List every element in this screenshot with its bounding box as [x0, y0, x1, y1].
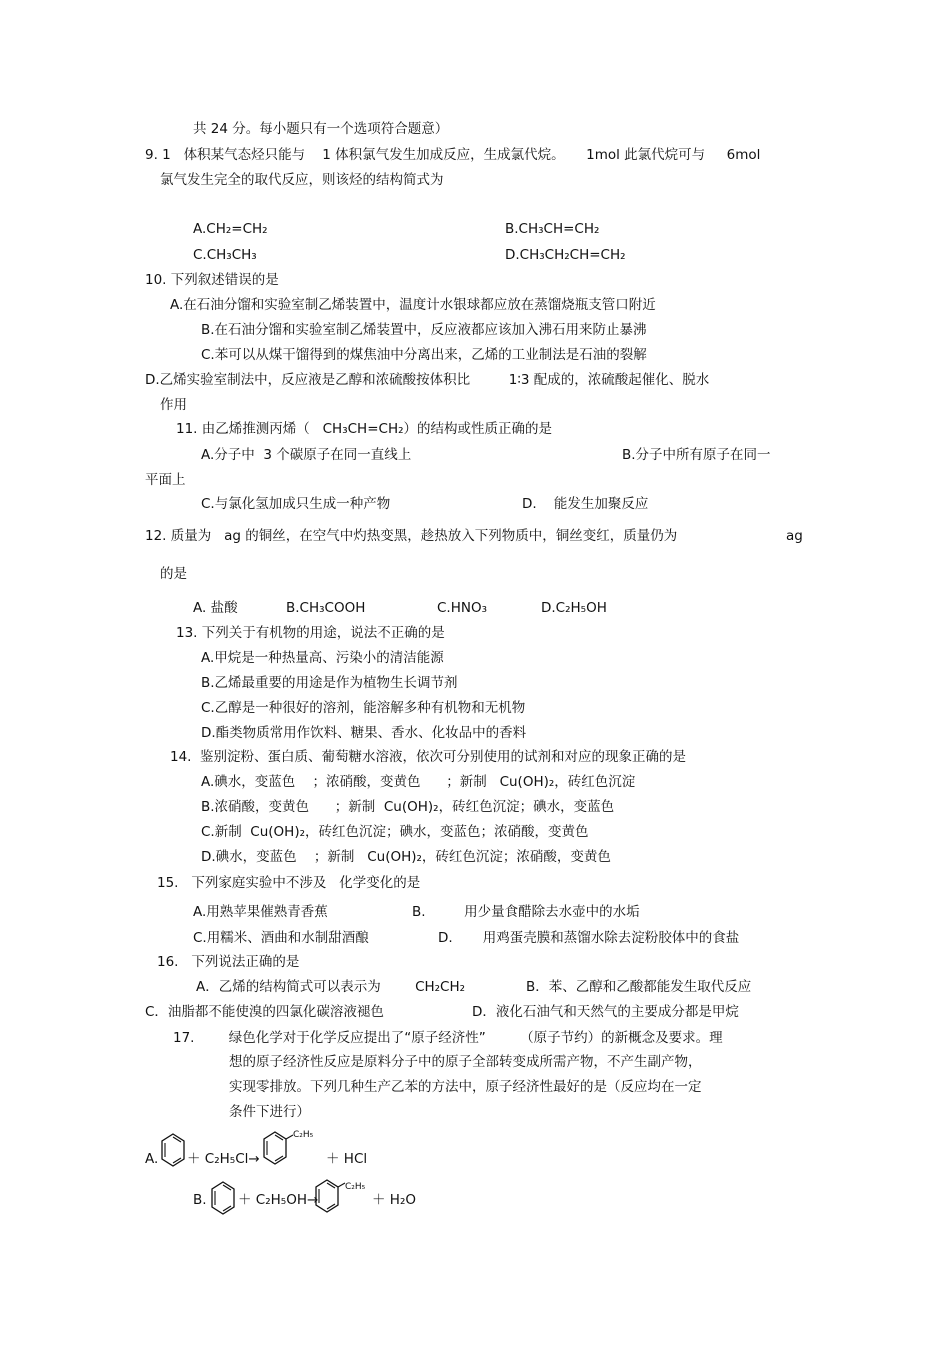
q10-stem: 10. 下列叙述错误的是	[145, 272, 279, 288]
q10-option-a: A.在石油分馏和实验室制乙烯装置中，温度计水银球都应放在蒸馏烧瓶支管口附近	[170, 297, 656, 313]
q15-stem: 15. 下列家庭实验中不涉及 化学变化的是	[157, 875, 421, 891]
q11-option-a: A.分子中 3 个碳原子在同一直线上	[201, 447, 412, 463]
q16-option-d: D．液化石油气和天然气的主要成分都是甲烷	[472, 1004, 739, 1020]
q11-option-c: C.与氯化氢加成只生成一种产物	[201, 496, 391, 512]
q9-option-d: D.CH₃CH₂CH=CH₂	[505, 247, 626, 263]
q17-stem-line2: 想的原子经济性反应是原料分子中的原子全部转变成所需产物，不产生副产物，	[229, 1054, 702, 1070]
q17-stem-line3: 实现零排放。下列几种生产乙苯的方法中，原子经济性最好的是（反应均在一定	[229, 1079, 702, 1095]
benzene-ring-icon	[160, 1132, 186, 1168]
q14-option-a: A.碘水，变蓝色 ；浓硝酸，变黄色 ；新制 Cu(OH)₂，砖红色沉淀	[201, 774, 636, 790]
q15-option-a: A.用熟苹果催熟青香蕉	[193, 904, 328, 920]
q11-option-d: D. 能发生加聚反应	[522, 496, 649, 512]
q17-stem: 17. 绿色化学对于化学反应提出了“原子经济性” （原子节约）的新概念及要求。理	[173, 1030, 723, 1046]
section-intro: 共 24 分。每小题只有一个选项符合题意）	[193, 121, 449, 137]
q15-option-d: D. 用鸡蛋壳膜和蒸馏水除去淀粉胶体中的食盐	[438, 930, 740, 946]
q9-stem-cont: 氯气发生完全的取代反应，则该烃的结构简式为	[160, 172, 444, 188]
q17-stem-line4: 条件下进行）	[229, 1104, 310, 1120]
q9-stem: 9. 1 体积某气态烃只能与 1 体积氯气发生加成反应，生成氯代烷。 1mol 此氯代烷可与 6mol	[145, 147, 761, 163]
q9-option-c: C.CH₃CH₃	[193, 247, 257, 263]
q10-option-d-cont: 作用	[160, 397, 187, 413]
q10-option-c: C.苯可以从煤干馏得到的煤焦油中分离出来，乙烯的工业制法是石油的裂解	[201, 347, 647, 363]
q11-stem: 11. 由乙烯推测丙烯（ CH₃CH=CH₂）的结构或性质正确的是	[176, 421, 553, 437]
q9-option-b: B.CH₃CH=CH₂	[505, 221, 600, 237]
q14-stem: 14. 鉴别淀粉、蛋白质、葡萄糖水溶液，依次可分别使用的试剂和对应的现象正确的是	[170, 749, 687, 765]
q16-option-c: C．油脂都不能使溴的四氯化碳溶液褪色	[145, 1004, 384, 1020]
q16-option-b: B．苯、乙醇和乙酸都能发生取代反应	[526, 979, 752, 995]
q11-option-b-cont: 平面上	[145, 472, 186, 488]
q13-option-d: D.酯类物质常用作饮料、糖果、香水、化妆品中的香料	[201, 725, 527, 741]
q12-option-c: C.HNO₃	[437, 600, 488, 616]
q13-option-c: C.乙醇是一种很好的溶剂，能溶解多种有机物和无机物	[201, 700, 526, 716]
q15-option-b: B. 用少量食醋除去水壶中的水垢	[412, 904, 640, 920]
q14-option-c: C.新制 Cu(OH)₂，砖红色沉淀；碘水，变蓝色；浓硝酸，变黄色	[201, 824, 589, 840]
q14-option-b: B.浓硝酸，变黄色 ；新制 Cu(OH)₂，砖红色沉淀；碘水，变蓝色	[201, 799, 615, 815]
q17-option-b-product: ＋ H₂O	[372, 1192, 416, 1208]
q13-option-a: A.甲烷是一种热量高、污染小的清洁能源	[201, 650, 444, 666]
q12-stem-end: ag	[786, 528, 803, 544]
q12-option-a: A. 盐酸	[193, 600, 238, 616]
q16-stem: 16. 下列说法正确的是	[157, 954, 300, 970]
q10-option-b: B.在石油分馏和实验室制乙烯装置中，反应液都应该加入沸石用来防止暴沸	[201, 322, 647, 338]
q11-option-b: B.分子中所有原子在同一	[622, 447, 771, 463]
ethyl-label: C₂H₅	[345, 1182, 366, 1192]
q9-option-a: A.CH₂=CH₂	[193, 221, 268, 237]
q12-stem-cont: 的是	[160, 566, 187, 582]
q12-option-b: B.CH₃COOH	[286, 600, 366, 616]
q10-option-d: D.乙烯实验室制法中，反应液是乙醇和浓硫酸按体积比 1∶3 配成的，浓硫酸起催化、脱水	[145, 372, 710, 388]
q17-option-a-label: A.	[145, 1151, 159, 1167]
benzene-ring-icon	[210, 1180, 236, 1216]
q14-option-d: D.碘水，变蓝色 ；新制 Cu(OH)₂，砖红色沉淀；浓硝酸，变黄色	[201, 849, 611, 865]
q15-option-c: C.用糯米、酒曲和水制甜酒酿	[193, 930, 369, 946]
q16-option-a: A．乙烯的结构简式可以表示为 CH₂CH₂	[196, 979, 466, 995]
q13-option-b: B.乙烯最重要的用途是作为植物生长调节剂	[201, 675, 458, 691]
q13-stem: 13. 下列关于有机物的用途，说法不正确的是	[176, 625, 445, 641]
q12-option-d: D.C₂H₅OH	[541, 600, 607, 616]
q17-option-b-reagent: ＋ C₂H₅OH→	[238, 1192, 319, 1208]
q17-option-a-reagent: ＋ C₂H₅Cl→	[187, 1151, 260, 1167]
q17-option-a-product: ＋ HCl	[326, 1151, 368, 1167]
q17-option-b-label: B.	[193, 1192, 207, 1208]
q12-stem: 12. 质量为 ag 的铜丝，在空气中灼热变黑，趁热放入下列物质中，铜丝变红，质量仍为	[145, 528, 678, 544]
ethyl-label: C₂H₅	[293, 1130, 314, 1140]
